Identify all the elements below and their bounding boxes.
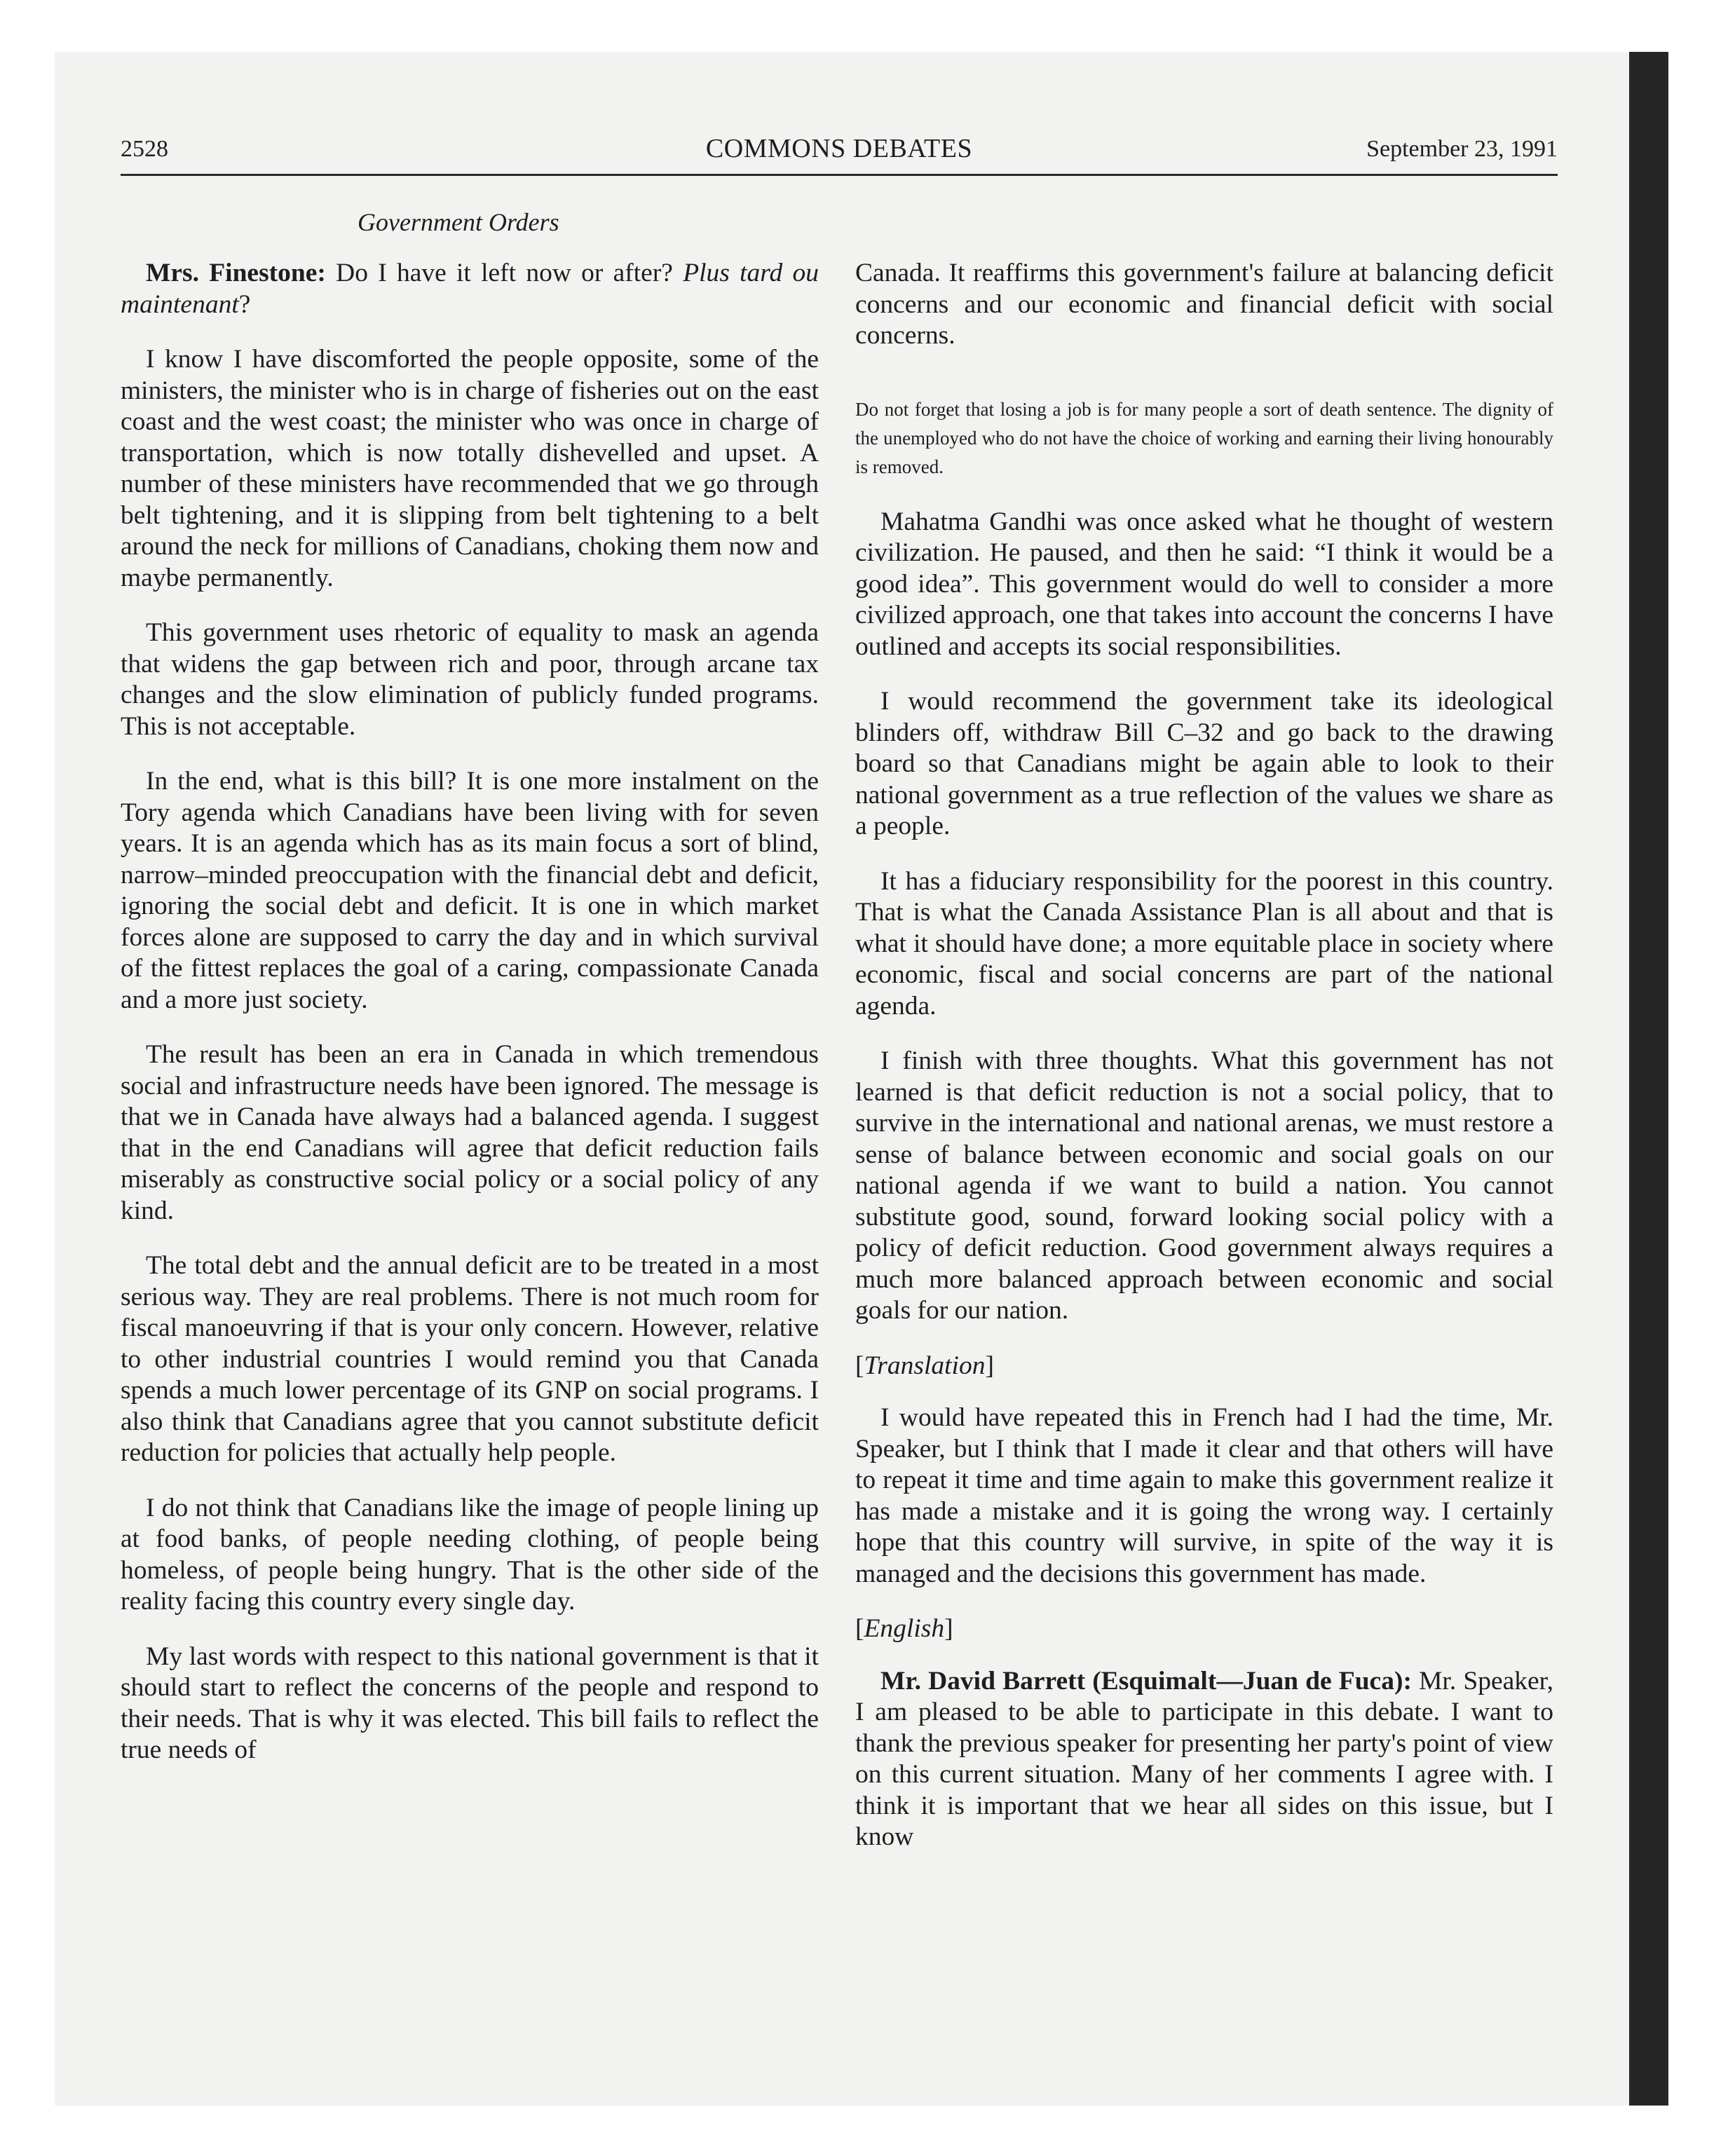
translation-marker: [Translation] (855, 1351, 994, 1380)
scan-edge-shadow (1629, 52, 1668, 2106)
paragraph: In the end, what is this bill? It is one more instalment on the Tory agenda which Canadians have been living with for seven years. It is an agenda which has as its main focus a sort of blind, narrow–minded preoccupation with the financial debt and deficit, ignoring the social debt and deficit. It is one in which market forces alone are supposed to carry the day and in which survival of the fittest replaces the goal of a caring, compassionate Canada and a more just society. (121, 767, 819, 1014)
header-rule (121, 174, 1558, 176)
translated-passage: Do not forget that losing a job is for many people a sort of death sentence. The dignity of the unemployed who do not have the choice of working and earning their living honourably is removed. (855, 398, 1553, 477)
paragraph: I finish with three thoughts. What this government has not learned is that deficit reduction is not a social policy, that to survive in the international and national arenas, we must restore a sense of balance between economic and social goals on our national agenda if we want to build a nation. You cannot substitute good, sound, forward looking social policy with a policy of deficit reduction. Good government always requires a much more balanced approach between economic and social goals for our nation. (855, 1046, 1553, 1325)
speaker-name: Mrs. Finestone: (146, 259, 326, 287)
paragraph: The result has been an era in Canada in which tremendous social and infrastructure needs have been ignored. The message is that we in Canada have always had a balanced agenda. I suggest that in the end Canadians will agree that deficit reduction fails miserably as constructive social policy or a social policy of any kind. (121, 1040, 819, 1225)
paragraph: I would have repeated this in French had I had the time, Mr. Speaker, but I think that I made it clear and that others will have to repeat it time and time again to make this government realize it has made a mistake and it is going the wrong way. I certainly hope that this country will survive, in spite of the way it is managed and the decisions this government has made. (855, 1403, 1553, 1588)
paragraph: Mr. David Barrett (Esquimalt—Juan de Fuca): Mr. Speaker, I am pleased to be able to participate in this debate. I want to thank the previous speaker for presenting her party's point of view on this current situation. Many of her comments I agree with. I think it is important that we hear all sides on this issue, but I know (855, 1666, 1553, 1851)
section-title: Government Orders (358, 208, 559, 236)
paragraph: The total debt and the annual deficit are to be treated in a most serious way. They are real problems. There is not much room for fiscal manoeuvring if that is your only concern. However, relative to other industrial countries I would remind you that Canada spends a much lower percentage of its GNP on social programs. I also think that Canadians agree that you cannot substitute deficit reduction for policies that actually help people. (121, 1251, 819, 1467)
paragraph: I know I have discomforted the people opposite, some of the ministers, the minister who is in charge of fisheries out on the east coast and the west coast; the minister who was once in charge of transportation, which is now totally dishevelled and upset. A number of these ministers have recommended that we go through belt tightening, and it is slipping from belt tightening to a belt around the neck for millions of Canadians, choking them now and maybe permanently. (121, 345, 819, 592)
publication-title: COMMONS DEBATES (705, 134, 973, 163)
paragraph: My last words with respect to this national government is that it should start to reflect the concerns of the people and respond to their needs. That is why it was elected. This bill fails to reflect the true needs of (121, 1642, 819, 1764)
paragraph: I would recommend the government take its ideological blinders off, withdraw Bill C–32 and go back to the drawing board so that Canadians might be again able to look to their national government as a true reflection of the values we share as a people. (855, 687, 1553, 840)
paragraph: This government uses rhetoric of equality to mask an agenda that widens the gap between rich and poor, through arcane tax changes and the slow elimination of publicly funded programs. This is not acceptable. (121, 618, 819, 741)
language-marker: [English] (855, 1614, 953, 1643)
right-column (855, 258, 1553, 1877)
page-header (121, 133, 1558, 171)
paragraph: Mahatma Gandhi was once asked what he thought of western civilization. He paused, and then he said: “I think it would be a good idea”. This government would do well to consider a more civilized approach, one that takes into account the concerns I have outlined and accepts its social responsibilities. (855, 507, 1553, 661)
page-number: 2528 (121, 136, 168, 162)
paragraph: Canada. It reaffirms this government's failure at balancing deficit concerns and our economic and financial deficit with social concerns. (855, 259, 1553, 350)
paragraph: Mrs. Finestone: Do I have it left now or after? Plus tard ou maintenant? (121, 259, 819, 319)
publication-date: September 23, 1991 (1366, 136, 1558, 162)
paragraph: I do not think that Canadians like the image of people lining up at food banks, of people needing clothing, of people being homeless, of people being hungry. That is the other side of the reality facing this country every single day. (121, 1493, 819, 1616)
left-column (121, 258, 819, 1790)
speaker-name: Mr. David Barrett (Esquimalt—Juan de Fuca): (880, 1666, 1412, 1696)
paragraph: It has a fiduciary responsibility for the poorest in this country. That is what the Canada Assistance Plan is all about and that is what it should have done; a more equitable place in society where economic, fiscal and social concerns are part of the national agenda. (855, 866, 1553, 1021)
french-phrase: Plus tard ou maintenant (121, 259, 819, 319)
